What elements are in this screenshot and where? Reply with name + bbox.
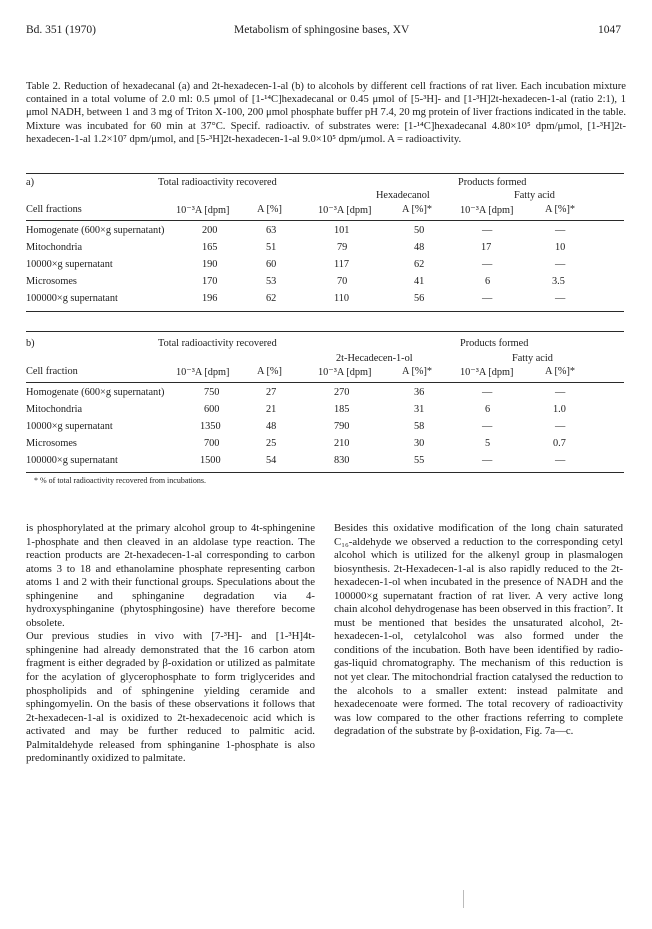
table-a-top-rule xyxy=(26,173,624,174)
journal-volume: Bd. 351 (1970) xyxy=(26,24,96,36)
paragraph: Our previous studies in vivo with [7-³H]- and [1-³H]4t-sphingenine had already demonstrated that the 16 carbon atom fragment is either degraded by β-oxidation or utilized as palmitate for the acylation of glycerophosphate to form triglycerides and phospholipids and of sphingenine yielding ceramide and sphingomyelin. On the basis of these observations it follows that 2t-hexadecen-1-al is oxidized to 2t-hexadecenoic acid which is activated and may be further reduced to palmitic acid. Palmitaldehyde released from sphinganine 1-phosphate is also predominantly oxidized to palmitate. xyxy=(26,630,315,765)
table-a-group-products: Products formed xyxy=(458,177,527,188)
table-b-bottom-rule xyxy=(26,472,624,473)
table-b-header-rule xyxy=(26,382,624,383)
table-a-bottom-rule xyxy=(26,311,624,312)
table-b-col-alc-dpm: 10⁻³A [dpm] xyxy=(318,367,372,378)
scan-artifact-line xyxy=(463,890,465,908)
table-b-group-products: Products formed xyxy=(460,338,529,349)
page-number: 1047 xyxy=(598,24,621,36)
table-a-sub-acid: Fatty acid xyxy=(514,190,555,201)
table-b-col-dpm: 10⁻³A [dpm] xyxy=(176,367,230,378)
table-a-col-fraction: Cell fractions xyxy=(26,204,82,215)
table-a-col-acid-dpm: 10⁻³A [dpm] xyxy=(460,205,514,216)
table-b-label: b) xyxy=(26,338,35,349)
body-right-column xyxy=(334,522,623,739)
table-a-header-rule xyxy=(26,220,624,221)
table-a-col-pct: A [%] xyxy=(257,204,282,215)
table-b-group-total: Total radioactivity recovered xyxy=(158,338,277,349)
body-left-column xyxy=(26,522,315,766)
table-b-col-pct: A [%] xyxy=(257,366,282,377)
table-b-sub-alcohol: 2t-Hecadecen-1-ol xyxy=(336,353,413,364)
caption-text: Table 2. Reduction of hexadecanal (a) and 2t-hexadecen-1-al (b) to alcohols by different cell fractions of rat liver. Each incubation mixture contained in a total volume of 2.0 ml: 0.5 μmol of [1-¹⁴C]hexadecanal or 0.45 μmol of [5-³H]- and [1-³H]2t-hexadecen-1-al (ratio 2:1), 1 μmol NADH, between 1 and 3 mg of Triton X-100, 200 μmol phosphate buffer pH 7.4, 20 mg protein of liver fractions indicated in the table. Mixture was incubated for 60 min at 37°C. Specif. radioactiv. of substrates were: [1-¹⁴C]hexadecanal 4.80×10⁵ dpm/μmol, [1-³H]2t-hexadecen-1-al 1.2×10⁷ dpm/μmol, and [5-³H]2t-hexadecen-1-al 9.0×10⁵ dpm/μmol. A = radioactivity. xyxy=(26,81,626,145)
table-b-col-alc-pct: A [%]* xyxy=(402,366,433,377)
table-b-top-rule xyxy=(26,331,624,332)
table-a-col-alc-pct: A [%]* xyxy=(402,204,433,215)
table-a-col-dpm: 10⁻³A [dpm] xyxy=(176,205,230,216)
running-title: Metabolism of sphingosine bases, XV xyxy=(234,24,410,36)
paragraph: is phosphorylated at the primary alcohol group to 4t-sphingenine 1-phosphate and then cleaved in an aldolase type reaction. The reaction products are 2t-hexadecen-1-al corresponding to carbon atoms 3 to 18 and ethanolamine phosphate representing carbon atoms 1 and 2 with their functional groups. Speculations about the sphingenine and sphinganine degradation via 4-hydroxysphinganine (phytosphingosine) have therefore become obsolete. xyxy=(26,522,315,629)
table-a-group-total: Total radioactivity recovered xyxy=(158,177,277,188)
table-b-col-acid-pct: A [%]* xyxy=(545,366,576,377)
table-a-col-alc-dpm: 10⁻³A [dpm] xyxy=(318,205,372,216)
table-caption xyxy=(26,80,626,146)
table-b-col-fraction: Cell fraction xyxy=(26,366,78,377)
table-a-label: a) xyxy=(26,177,34,188)
table-footnote: * % of total radioactivity recovered from incubations. xyxy=(34,476,206,485)
table-a-col-acid-pct: A [%]* xyxy=(545,204,576,215)
table-a-sub-alcohol: Hexadecanol xyxy=(376,190,430,201)
table-b-sub-acid: Fatty acid xyxy=(512,353,553,364)
paragraph: Besides this oxidative modification of the long chain saturated C₁₆-aldehyde we observed a reduction to the corresponding cetyl alcohol which is utilized for the alkenyl group in plasmalogen biosynthesis. 2t-Hexadecen-1-al is also rapidly reduced to the 2t-hexadecen-1-ol when incubated in the presence of NADH and the 100000×g supernatant fraction of rat liver. A very active long chain alcohol dehydrogenase has been observed in this fraction⁷. It must be mentioned that besides the unsaturated alcohol, 2t-hexadecen-1-ol, cetylalcohol was also formed under the conditions of the incubation. Both have been identified by radio-gas-liquid chromatography. The mechanism of this reduction is not yet clear. The mitochondrial fraction catalysed the reduction to the alcohols to a smaller extent: instead palmitate and hexadecenoate were formed. The total recovery of radioactivity was low compared to the other fractions referring to complete degradation of the substrate by β-oxidation, Fig. 7a—c. xyxy=(334,522,623,738)
table-b-col-acid-dpm: 10⁻³A [dpm] xyxy=(460,367,514,378)
